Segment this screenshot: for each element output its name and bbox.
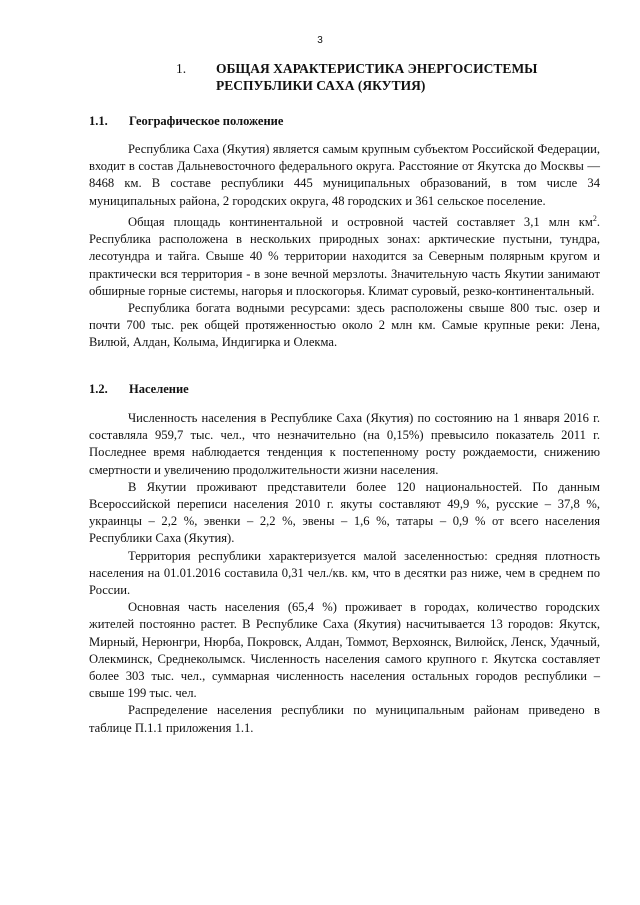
section-body-geography bbox=[89, 141, 600, 352]
paragraph: Основная часть населения (65,4 %) проживает в городах, количество городских жителей постоянно растет. В Республике Саха (Якутия) насчитывается 13 городов: Якутск, Мирный, Нерюнгри, Нюрба, Покровск, Алдан, Томмот, Верхоянск, Вилюйск, Ленск, Удачный, Олекминск, Среднеколымск. Численность населения самого крупного г. Якутска составляет более 303 тыс. чел., суммарная численность населения остальных городов республики – свыше 199 тыс. чел. bbox=[89, 600, 600, 701]
section-body-population bbox=[89, 410, 600, 737]
paragraph bbox=[89, 210, 600, 300]
paragraph-text: Общая площадь континентальной и островной частей составляет 3,1 млн км bbox=[128, 215, 593, 229]
section-heading-population bbox=[89, 381, 189, 397]
superscript: 2 bbox=[592, 213, 597, 223]
section-number: 1.2. bbox=[89, 382, 108, 396]
paragraph: Республика Саха (Якутия) является самым крупным субъектом Российской Федерации, входит в состав Дальневосточного федерального округа. Расстояние от Якутска до Москвы — 8468 км. В составе республики 445 муниципальных образований, в том числе 34 муниципальных района, 2 городских округа, 48 городских и 361 сельское поселение. bbox=[89, 142, 600, 208]
section-title: Население bbox=[129, 382, 189, 396]
paragraph: Численность населения в Республике Саха (Якутия) по состоянию на 1 января 2016 г. составляла 959,7 тыс. чел., что незначительно (на 0,15%) превысило показатель 2011 г. Последнее время наблюдается тенденция к постепенному росту рождаемости, снижению смертности и увеличению продолжительности жизни населения. bbox=[89, 411, 600, 477]
chapter-number: 1. bbox=[176, 61, 187, 76]
section-heading-geography bbox=[89, 113, 283, 129]
paragraph: В Якутии проживают представители более 120 национальностей. По данным Всероссийской переписи населения 2010 г. якуты составляют 49,9 %, русские – 37,8 %, украинцы – 2,2 %, эвенки – 2,2 %, эвены – 1,6 %, татары – 0,9 % от всего населения Республики Саха (Якутия). bbox=[89, 479, 600, 546]
paragraph: Распределение населения республики по муниципальным районам приведено в таблице П.1.1 приложения 1.1. bbox=[89, 703, 600, 735]
page-number: 3 bbox=[317, 35, 323, 46]
paragraph: Территория республики характеризуется малой заселенностью: средняя плотность населения на 01.01.2016 составила 0,31 чел./кв. км, что в десятки раз ниже, чем в среднем по России. bbox=[89, 548, 600, 598]
chapter-heading bbox=[170, 60, 570, 94]
paragraph: Республика богата водными ресурсами: здесь расположены свыше 800 тыс. озер и почти 700 тыс. рек общей протяженностью около 2 млн км. Самые крупные реки: Лена, Вилюй, Алдан, Колыма, Индигирка и Олекма. bbox=[89, 301, 600, 350]
section-title: Географическое положение bbox=[129, 114, 284, 128]
paragraph-text: . Республика расположена в нескольких природных зонах: арктические пустыни, тундра, лесотундра и тайга. Свыше 40 % территории находится за Северным полярным кругом и практически вся территория - в зоне вечной мерзлоты. Значительную часть Якутии занимают обширные горные системы, нагорья и плоскогорья. Климат суровый, резко-континентальный. bbox=[89, 215, 600, 298]
chapter-title-line-1: ОБЩАЯ ХАРАКТЕРИСТИКА ЭНЕРГОСИСТЕМЫ bbox=[216, 61, 538, 76]
section-number: 1.1. bbox=[89, 114, 108, 128]
chapter-title-line-2: РЕСПУБЛИКИ САХА (ЯКУТИЯ) bbox=[216, 78, 426, 93]
